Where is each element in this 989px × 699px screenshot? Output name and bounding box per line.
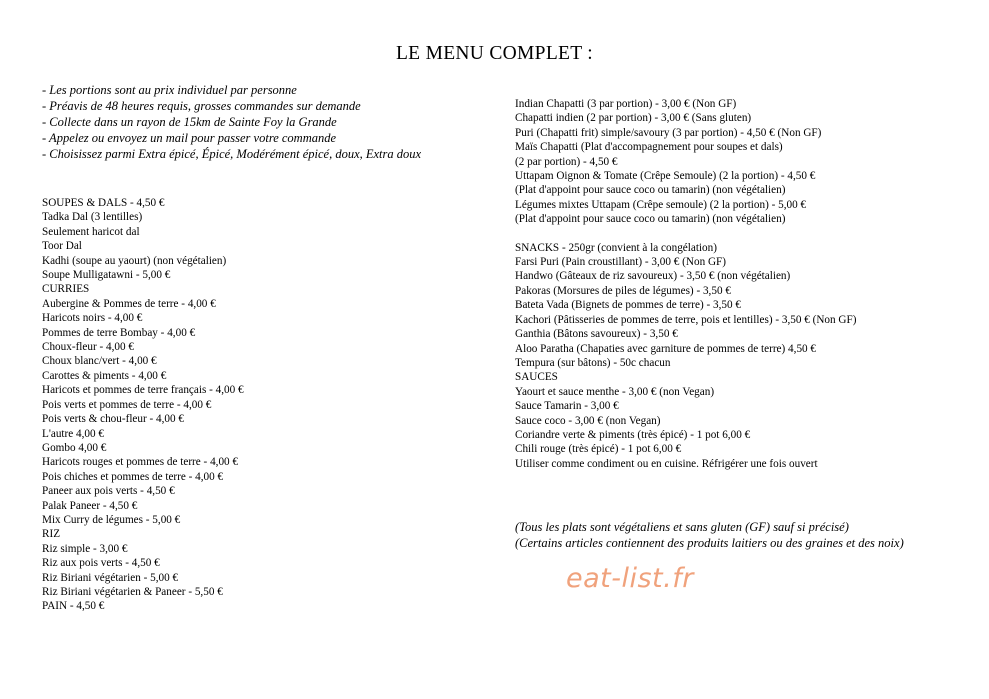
- menu-item: Kachori (Pâtisseries de pommes de terre, pois et lentilles) - 3,50 € (Non GF): [515, 313, 857, 326]
- section-heading: SAUCES: [515, 371, 558, 384]
- menu-title: LE MENU COMPLET :: [395, 43, 594, 64]
- section-heading: SOUPES & DALS - 4,50 €: [42, 197, 165, 209]
- menu-item: Gombo 4,00 €: [42, 441, 107, 454]
- section-pain: [515, 97, 856, 227]
- menu-item: Carottes & piments - 4,00 €: [42, 369, 167, 382]
- section-sauces: [515, 370, 856, 471]
- menu-item: Seulement haricot dal: [42, 225, 140, 238]
- menu-item: Haricots rouges et pommes de terre - 4,00 €: [42, 456, 239, 469]
- menu-item: Puri (Chapatti frit) simple/savoury (3 par portion) - 4,50 € (Non GF): [515, 126, 822, 139]
- menu-item: Kadhi (soupe au yaourt) (non végétalien): [42, 254, 227, 267]
- menu-item: (Plat d'appoint pour sauce coco ou tamarin) (non végétalien): [515, 213, 786, 226]
- note-item: - Appelez ou envoyez un mail pour passer votre commande: [42, 131, 337, 145]
- menu-item: Sauce coco - 3,00 € (non Vegan): [515, 414, 661, 427]
- right-column: [515, 97, 856, 471]
- menu-item: Ganthia (Bâtons savoureux) - 3,50 €: [515, 328, 678, 341]
- menu-item: Haricots et pommes de terre français - 4,00 €: [42, 384, 244, 397]
- menu-item: Riz Biriani végétarien & Paneer - 5,50 €: [42, 585, 223, 598]
- section-soupes: [42, 196, 244, 282]
- section-heading-pain: PAIN - 4,50 €: [42, 600, 105, 613]
- menu-item: (2 par portion) - 4,50 €: [515, 155, 618, 168]
- menu-item: Palak Paneer - 4,50 €: [42, 499, 138, 512]
- menu-item: Haricots noirs - 4,00 €: [42, 312, 143, 325]
- menu-item: Aloo Paratha (Chapaties avec garniture de pommes de terre) 4,50 €: [515, 342, 817, 355]
- section-curries: [42, 282, 244, 527]
- menu-item: Tadka Dal (3 lentilles): [42, 211, 143, 224]
- footer-note: [515, 519, 945, 551]
- menu-item: Paneer aux pois verts - 4,50 €: [42, 485, 175, 498]
- menu-item: Aubergine & Pommes de terre - 4,00 €: [42, 297, 216, 310]
- menu-item: Choux blanc/vert - 4,00 €: [42, 355, 157, 368]
- menu-item: Riz Biriani végétarien - 5,00 €: [42, 571, 179, 584]
- section-heading: CURRIES: [42, 283, 90, 296]
- section-riz: [42, 527, 244, 613]
- menu-item: Coriandre verte & piments (très épicé) - 1 pot 6,00 €: [515, 428, 751, 441]
- menu-item: L'autre 4,00 €: [42, 427, 104, 440]
- menu-item: Uttapam Oignon & Tomate (Crêpe Semoule) (2 la portion) - 4,50 €: [515, 170, 816, 183]
- menu-item: Farsi Puri (Pain croustillant) - 3,00 € (Non GF): [515, 256, 726, 269]
- menu-item: Riz simple - 3,00 €: [42, 542, 128, 555]
- menu-item: Yaourt et sauce menthe - 3,00 € (non Vegan): [515, 385, 715, 398]
- note-item: - Préavis de 48 heures requis, grosses commandes sur demande: [42, 99, 361, 113]
- menu-item: Sauce Tamarin - 3,00 €: [515, 400, 619, 413]
- menu-item: Choux-fleur - 4,00 €: [42, 341, 134, 354]
- watermark-logo: eat-list.fr: [566, 563, 694, 594]
- menu-item: Soupe Mulligatawni - 5,00 €: [42, 269, 171, 282]
- section-heading: SNACKS - 250gr (convient à la congélation): [515, 241, 717, 254]
- footer-line: (Tous les plats sont végétaliens et sans gluten (GF) sauf si précisé): [515, 520, 849, 534]
- section-snacks: [515, 241, 856, 371]
- left-column: [42, 196, 244, 614]
- menu-item: Maïs Chapatti (Plat d'accompagnement pour soupes et dals): [515, 141, 783, 154]
- footer-line: (Certains articles contiennent des produits laitiers ou des graines et des noix): [515, 536, 904, 550]
- notes-list: [42, 82, 421, 162]
- note-item: - Les portions sont au prix individuel par personne: [42, 83, 297, 97]
- menu-item: Pakoras (Morsures de piles de légumes) - 3,50 €: [515, 284, 731, 297]
- menu-item: Bateta Vada (Bignets de pommes de terre) - 3,50 €: [515, 299, 741, 312]
- menu-item: Riz aux pois verts - 4,50 €: [42, 557, 160, 570]
- menu-item: Tempura (sur bâtons) - 50c chacun: [515, 356, 671, 369]
- menu-item: Pois verts & chou-fleur - 4,00 €: [42, 413, 184, 426]
- menu-item: Utiliser comme condiment ou en cuisine. Réfrigérer une fois ouvert: [515, 457, 818, 470]
- menu-item: Indian Chapatti (3 par portion) - 3,00 € (Non GF): [515, 98, 737, 110]
- menu-item: Toor Dal: [42, 240, 82, 253]
- note-item: - Choisissez parmi Extra épicé, Épicé, Modérément épicé, doux, Extra doux: [42, 147, 422, 161]
- menu-item: Chili rouge (très épicé) - 1 pot 6,00 €: [515, 443, 682, 456]
- menu-item: Pois chiches et pommes de terre - 4,00 €: [42, 470, 224, 483]
- note-item: - Collecte dans un rayon de 15km de Sainte Foy la Grande: [42, 115, 337, 129]
- menu-item: Handwo (Gâteaux de riz savoureux) - 3,50 € (non végétalien): [515, 270, 791, 283]
- menu-item: (Plat d'appoint pour sauce coco ou tamarin) (non végétalien): [515, 184, 786, 197]
- menu-item: Légumes mixtes Uttapam (Crêpe semoule) (2 la portion) - 5,00 €: [515, 198, 807, 211]
- menu-item: Chapatti indien (2 par portion) - 3,00 € (Sans gluten): [515, 112, 752, 125]
- menu-item: Pois verts et pommes de terre - 4,00 €: [42, 398, 212, 411]
- section-heading: RIZ: [42, 528, 61, 541]
- menu-item: Mix Curry de légumes - 5,00 €: [42, 513, 181, 526]
- menu-item: Pommes de terre Bombay - 4,00 €: [42, 326, 196, 339]
